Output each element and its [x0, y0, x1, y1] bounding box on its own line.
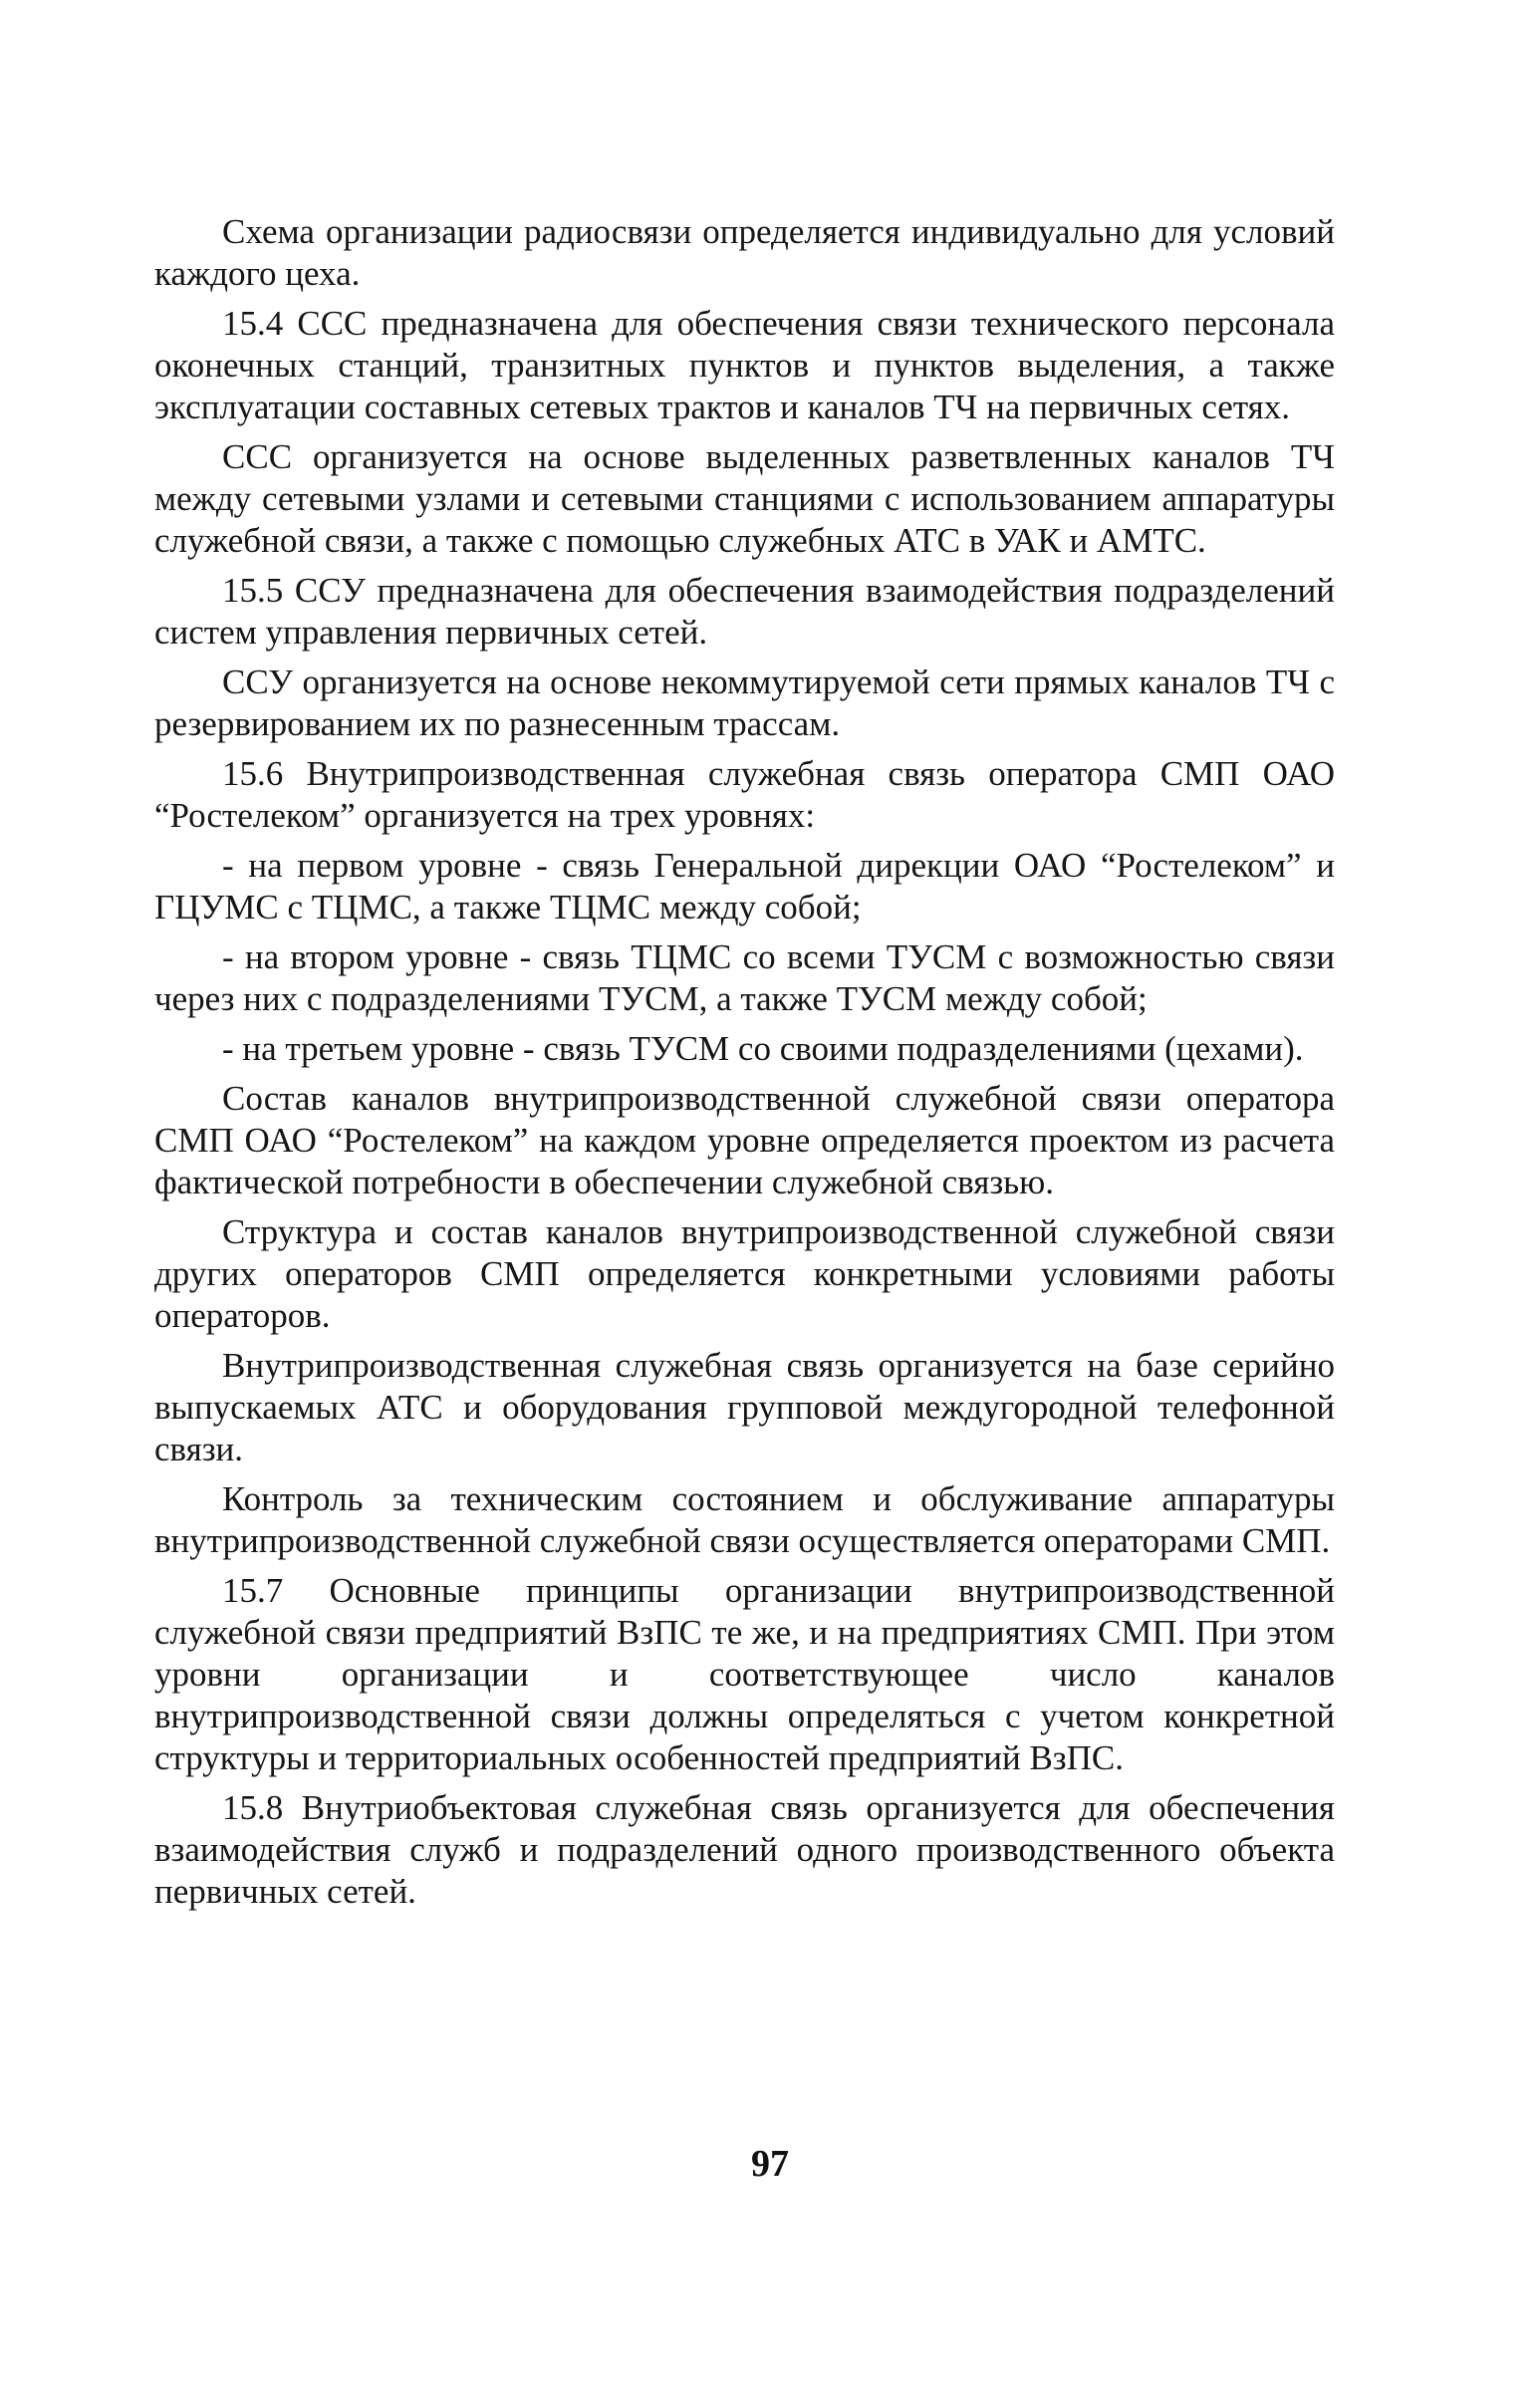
paragraph-15-4: 15.4 ССС предназначена для обеспечения связи технического персонала оконечных станций, транзитных пунктов и пунктов выделения, а также эксплуатации составных сетевых трактов и каналов ТЧ на первичных сетях.: [154, 304, 1335, 426]
page-number: 97: [751, 2143, 789, 2185]
paragraph-15-6: 15.6 Внутрипроизводственная служебная связь оператора СМП ОАО “Ростелеком” организуется на трех уровнях:: [154, 754, 1335, 835]
list-item-level-3: - на третьем уровне - связь ТУСМ со своими подразделениями (цехами).: [222, 1029, 1304, 1068]
list-item-level-2: - на втором уровне - связь ТЦМС со всеми ТУСМ с возможностью связи через них с подразделениями ТУСМ, а также ТУСМ между собой;: [154, 937, 1335, 1018]
paragraph-control: Контроль за техническим состоянием и обслуживание аппаратуры внутрипроизводственной служебной связи осуществляется операторами СМП.: [154, 1479, 1335, 1560]
paragraph-ssu-organization: ССУ организуется на основе некоммутируемой сети прямых каналов ТЧ с резервированием их по разнесенным трассам.: [154, 662, 1335, 743]
body-text: [154, 211, 1335, 1921]
paragraph-15-7: 15.7 Основные принципы организации внутрипроизводственной служебной связи предприятий ВзПС те же, и на предприятиях СМП. При этом уровни организации и соответствующее число каналов внутрипроизводственной связи должны определяться с учетом конкретной структуры и территориальных особенностей предприятий ВзПС.: [154, 1571, 1335, 1777]
paragraph-15-5: 15.5 ССУ предназначена для обеспечения взаимодействия подразделений систем управления первичных сетей.: [154, 571, 1335, 652]
paragraph-sss-organization: ССС организуется на основе выделенных разветвленных каналов ТЧ между сетевыми узлами и сетевыми станциями с использованием аппаратуры служебной связи, а также с помощью служебных АТС в УАК и АМТС.: [154, 437, 1335, 560]
paragraph-15-8: 15.8 Внутриобъектовая служебная связь организуется для обеспечения взаимодействия служб и подразделений одного производственного объекта первичных сетей.: [154, 1788, 1335, 1911]
list-item-level-1: - на первом уровне - связь Генеральной дирекции ОАО “Ростелеком” и ГЦУМС с ТЦМС, а также ТЦМС между собой;: [154, 846, 1335, 926]
paragraph-structure: Структура и состав каналов внутрипроизводственной служебной связи других операторов СМП определяется конкретными условиями работы операторов.: [154, 1212, 1335, 1335]
paragraph-radio-scheme: Схема организации радиосвязи определяется индивидуально для условий каждого цеха.: [154, 212, 1335, 293]
paragraph-channel-composition: Состав каналов внутрипроизводственной служебной связи оператора СМП ОАО “Ростелеком” на каждом уровне определяется проектом из расчета фактической потребности в обеспечении служебной связью.: [154, 1079, 1335, 1201]
paragraph-ats-basis: Внутрипроизводственная служебная связь организуется на базе серийно выпускаемых АТС и оборудования групповой междугородной телефонной связи.: [154, 1346, 1335, 1468]
